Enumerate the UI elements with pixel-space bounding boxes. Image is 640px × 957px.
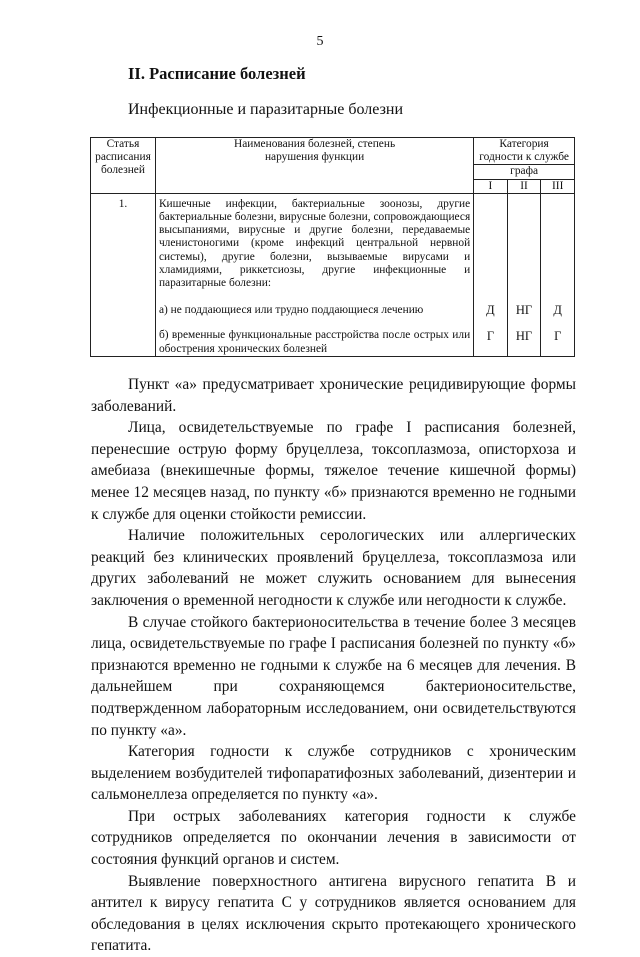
header-col-3: III — [541, 179, 575, 193]
disease-schedule-table — [90, 137, 575, 357]
grade-b-col-2: НГ — [515, 328, 533, 343]
header-category: Категория годности к службе — [474, 138, 575, 165]
page-number: 5 — [316, 34, 324, 49]
paragraph: В случае стойкого бактерионосительства в течение более 3 месяцев лица, освидетельствуемые по графе I расписания болезней по пункту «б» признаются временно не годными к службе на 6 месяцев для лечения. В дальнейшем при сохраняющемся бактерионосительстве, подтвержденном лабораторным исследованием, они освидетельствуются по пункту «а». — [91, 613, 576, 739]
grade-b-col-3: Г — [554, 328, 562, 343]
section-title: II. Расписание болезней — [128, 64, 306, 83]
header-names — [155, 138, 473, 194]
paragraph: Лица, освидетельствуемые по графе I расписания болезней, перенесшие острую форму бруцеллеза, токсоплазмоза, описторхоза и амебиаза (внекишечные формы, тяжелое течение кишечной формы) менее 12 месяцев назад, по пункту «б» признаются временно не годными к службе для оценки стойкости ремиссии. — [91, 419, 576, 523]
body-text — [91, 374, 576, 957]
header-names-text: Наименования болезней, степень нарушения функции — [233, 138, 396, 164]
row-article: 1. — [91, 193, 156, 356]
grade-col-3 — [541, 193, 575, 356]
table-header-row — [91, 138, 575, 165]
header-col-2: II — [507, 179, 541, 193]
paragraph: Наличие положительных серологических или аллергических реакций без клинических проявлений бруцеллеза, токсоплазмоза или других заболеваний не может служить основанием для вынесения заключения о временной негодности к службе или негодности к службе. — [91, 527, 576, 609]
grade-col-1 — [474, 193, 508, 356]
paragraph: При острых заболеваниях категория годности к службе сотрудников определяется по окончании лечения в зависимости от состояния функций органов и систем. — [91, 807, 576, 869]
row-description — [155, 193, 473, 356]
grade-a-col-2: НГ — [515, 302, 533, 317]
header-article: Статья расписания болезней — [91, 138, 156, 194]
paragraph: Категория годности к службе сотрудников с хроническим выделением возбудителей тифопаратифозных заболеваний, дизентерии и сальмонеллеза определяется по пункту «а». — [91, 743, 576, 804]
grade-col-2 — [507, 193, 541, 356]
paragraph: Выявление поверхностного антигена вирусного гепатита В и антител к вирусу гепатита С у сотрудников является основанием для обследования в целях исключения скрыто протекающего хронического гепатита. — [91, 872, 576, 955]
row-description-text: Кишечные инфекции, бактериальные зоонозы, другие бактериальные болезни, вирусные болезни, сопровождающиеся высыпаниями, вирусные и другие болезни, передаваемые членистоногими (кроме инфекций центральной нервной системы), другие болезни, вызываемые вирусами и хламидиями, риккетсиозы, другие инфекционные и паразитарные болезни: — [158, 197, 471, 290]
paragraph: Пункт «а» предусматривает хронические рецидивирующие формы заболеваний. — [91, 376, 576, 415]
grade-b-col-1: Г — [486, 328, 495, 343]
header-graph: графа — [474, 165, 575, 179]
header-col-1: I — [474, 179, 508, 193]
table-row — [91, 193, 575, 356]
grade-a-col-1: Д — [486, 302, 495, 317]
subitem-b-label: б) временные функциональные расстройства после острых или обострения хронических болезней — [158, 329, 471, 355]
grade-a-col-3: Д — [553, 302, 562, 317]
subsection-title: Инфекционные и паразитарные болезни — [128, 101, 404, 118]
subitem-a-label: а) не поддающиеся или трудно поддающиеся лечению — [158, 304, 424, 317]
